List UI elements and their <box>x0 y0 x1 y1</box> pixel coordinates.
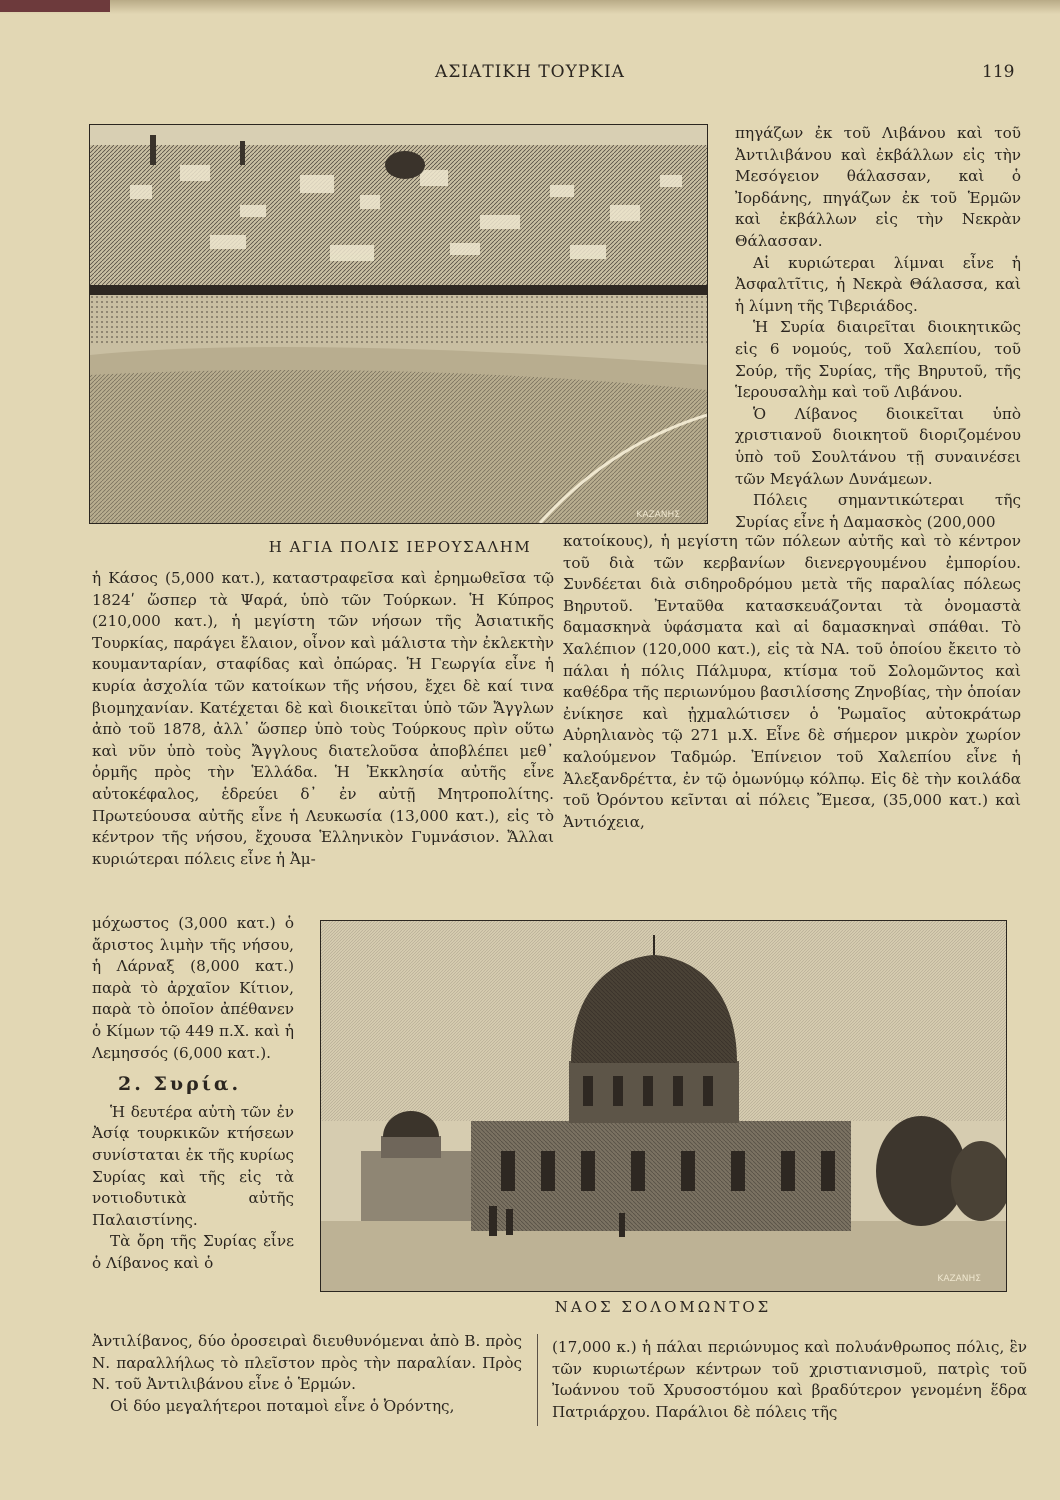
paragraph-syria-intro: Ἡ δευτέρα αὐτὴ τῶν ἐν Ἀσίᾳ τουρκικῶν κτήσεων συνίσταται ἐκ τῆς κυρίως Συρίας καὶ τῆς εἰς τὰ νοτιοδυτικὰ αὐτῆς Παλαιστίνης. <box>92 1102 294 1229</box>
paragraph-lakes: Αἱ κυριώτεραι λίμναι εἶνε ἡ Ἀσφαλτῖτις, ἡ Νεκρὰ Θάλασσα, καὶ ἡ λίμνη τῆς Τιβεριάδος. <box>735 253 1021 315</box>
paragraph-cities-start: Πόλεις σημαντικώτεραι τῆς Συρίας εἶνε ἡ Δαμασκὸς (200,000 <box>735 491 1021 531</box>
jerusalem-signature: ΚΑΖΑΝΗΣ <box>636 510 680 520</box>
page-edge <box>0 0 1060 14</box>
paragraph-cyprus: ἡ Κάσος (5,000 κατ.), καταστραφεῖσα καὶ ἐρημωθεῖσα τῷ 1824ʹ ὥσπερ τὰ Ψαρά, ὑπὸ τῶν Τούρκων. Ἡ Κύπρος (210,000 κατ.), ἡ μεγίστη τῶν νήσων τῆς Ἀσιατικῆς Τουρκίας, παράγει ἔλαιον, οἶνον καὶ μάλιστα τὴν ἐκλεκτὴν κουμανταρίαν, σταφίδας καὶ ὀπώρας. Ἡ Γεωργία εἶνε ἡ κυρία ἀσχολία τῶν κατοίκων τῆς νήσου, ἔχει δὲ καί τινα βιομηχανίαν. Κατέχεται δὲ καὶ διοικεῖται ὑπὸ τῶν Ἄγγλων ἀπὸ τοῦ 1878, ἀλλ᾽ ὥσπερ ὑπὸ τοὺς Τούρκους πρὶν οὕτω καὶ νῦν ὑπὸ τοὺς Ἄγγλους διατελοῦσα ἀποβλέπει μεθ᾽ ὁρμῆς πρὸς τὴν Ἑλλάδα. Ἡ Ἐκκλησία αὐτῆς εἶνε αὐτοκέφαλος, ἑδρεύει δ᾽ ἐν αὐτῇ Μητροπολίτης. Πρωτεύουσα αὐτῆς εἶνε ἡ Λευκωσία (13,000 κατ.), εἰς τὸ κέντρον τῆς νήσου, ἔχουσα Ἑλληνικὸν Γυμνάσιον. Ἄλλαι κυριώτεραι πόλεις εἶνε ἡ Ἀμ- <box>92 569 554 868</box>
bottom-left-text <box>92 1331 522 1417</box>
paragraph-lebanon: Ὁ Λίβανος διοικεῖται ὑπὸ χριστιανοῦ διοικητοῦ διοριζομένου ὑπὸ τοῦ Σουλτάνου τῇ συναινέσει τῶν Μεγάλων Δυνάμεων. <box>735 404 1021 488</box>
right-column-top <box>735 123 1021 533</box>
section-heading-syria: 2. Συρία. <box>118 1073 242 1096</box>
paragraph-antilebanon: Ἀντιλίβανος, δύο ὀροσειραὶ διευθυνόμεναι ἀπὸ Β. πρὸς Ν. παραλλήλως τὸ πλεῖστον πρὸς τὴν παραλίαν. Πρὸς Ν. τοῦ Ἀντιλιβάνου εἶνε ὁ Ἑρμών. <box>92 1332 522 1394</box>
temple-signature: ΚΑΖΑΝΗΣ <box>937 1274 981 1284</box>
jerusalem-illustration <box>89 124 708 524</box>
middle-right-text <box>563 531 1021 833</box>
paragraph-damascus: κατοίκους), ἡ μεγίστη τῶν πόλεων αὐτῆς καὶ τὸ κέντρον τοῦ διὰ τῶν κερβανίων διενεργουμένου ἐμπορίου. Συνδέεται διὰ σιδηροδρόμου μετὰ τῆς παραλίας πόλεως Βηρυτοῦ. Ἐνταῦθα κατασκευάζονται τὰ ὀνομαστὰ δαμασκηνὰ ὑφάσματα καὶ αἱ δαμασκηναὶ σπάθαι. Τὸ Χαλέπιον (120,000 κατ.), εἰς τὰ ΝΑ. τοῦ ὁποίου ἔκειτο τὸ πάλαι ἡ πόλις Πάλμυρα, κτίσμα τοῦ Σολομῶντος καὶ καθέδρα τῆς περιωνύμου βασιλίσσης Ζηνοβίας, τὴν ὁποίαν ἐνίκησε καὶ ᾐχμαλώτισεν ὁ Ῥωμαῖος αὐτοκράτωρ Αὐρηλιανὸς τῷ 271 μ.Χ. Εἶνε δὲ σήμερον μικρὸν χωρίον καλούμενον Ταδμώρ. Ἐπίνειον τοῦ Χαλεπίου εἶνε ἡ Ἀλεξανδρέττα, ἐν τῷ ὁμωνύμῳ κόλπῳ. Εἰς δὲ τὴν κοιλάδα τοῦ Ὀρόντου κεῖνται αἱ πόλεις Ἔμεσα, (35,000 κατ.) καὶ Ἀντιόχεια, <box>563 532 1021 831</box>
paragraph-provinces: Ἡ Συρία διαιρεῖται διοικητικῶς εἰς 6 νομούς, τοῦ Χαλεπίου, τοῦ Σούρ, τῆς Συρίας, τῆς Βηρυτοῦ, τῆς Ἱερουσαλὴμ καὶ τοῦ Λιβάνου. <box>735 318 1021 402</box>
paragraph-mountains: Τὰ ὄρη τῆς Συρίας εἶνε ὁ Λίβανος καὶ ὁ <box>92 1232 294 1272</box>
left-narrow-column <box>92 913 294 1275</box>
paragraph-rivers-start: Οἱ δύο μεγαλήτεροι ποταμοὶ εἶνε ὁ Ὀρόντης, <box>110 1396 455 1415</box>
page-number: 119 <box>982 62 1015 82</box>
binding-strip <box>0 0 110 12</box>
running-head: ΑΣΙΑΤΙΚΗ ΤΟΥΡΚΙΑ <box>435 62 625 82</box>
temple-illustration <box>320 920 1007 1292</box>
paragraph-rivers: πηγάζων ἐκ τοῦ Λιβάνου καὶ τοῦ Ἀντιλιβάνου καὶ ἐκβάλλων εἰς τὴν Μεσόγειον θάλασσαν, καὶ ὁ Ἰορδάνης, πηγάζων ἐκ τοῦ Ἑρμῶν καὶ ἐκβάλλων εἰς τὴν Νεκρὰν Θάλασσαν. <box>735 124 1021 250</box>
bottom-right-text <box>552 1337 1027 1423</box>
middle-left-text <box>92 568 554 870</box>
paragraph-cyprus-cities: μόχωστος (3,000 κατ.) ὁ ἄριστος λιμὴν τῆς νήσου, ἡ Λάρναξ (8,000 κατ.) παρὰ τὸ ἀρχαῖον Κίτιον, παρὰ τὸ ὁποῖον ἀπέθανεν ὁ Κίμων τῷ 449 π.Χ. καὶ ἡ Λεμησσός (6,000 κατ.). <box>92 914 294 1062</box>
jerusalem-caption: Η ΑΓΙΑ ΠΟΛΙΣ ΙΕΡΟΥΣΑΛΗΜ <box>268 538 532 556</box>
paragraph-antioch: (17,000 κ.) ἡ πάλαι περιώνυμος καὶ πολυάνθρωπος πόλις, ἓν τῶν κυριωτέρων κέντρων τοῦ χριστιανισμοῦ, πατρὶς τοῦ Ἰωάννου τοῦ Χρυσοστόμου καὶ βραδύτερον γενομένη ἕδρα Πατριάρχου. Παράλιοι δὲ πόλεις τῆς <box>552 1338 1027 1421</box>
temple-caption: ΝΑΟΣ ΣΟΛΟΜΩΝΤΟΣ <box>554 1298 772 1316</box>
column-separator <box>537 1334 538 1426</box>
